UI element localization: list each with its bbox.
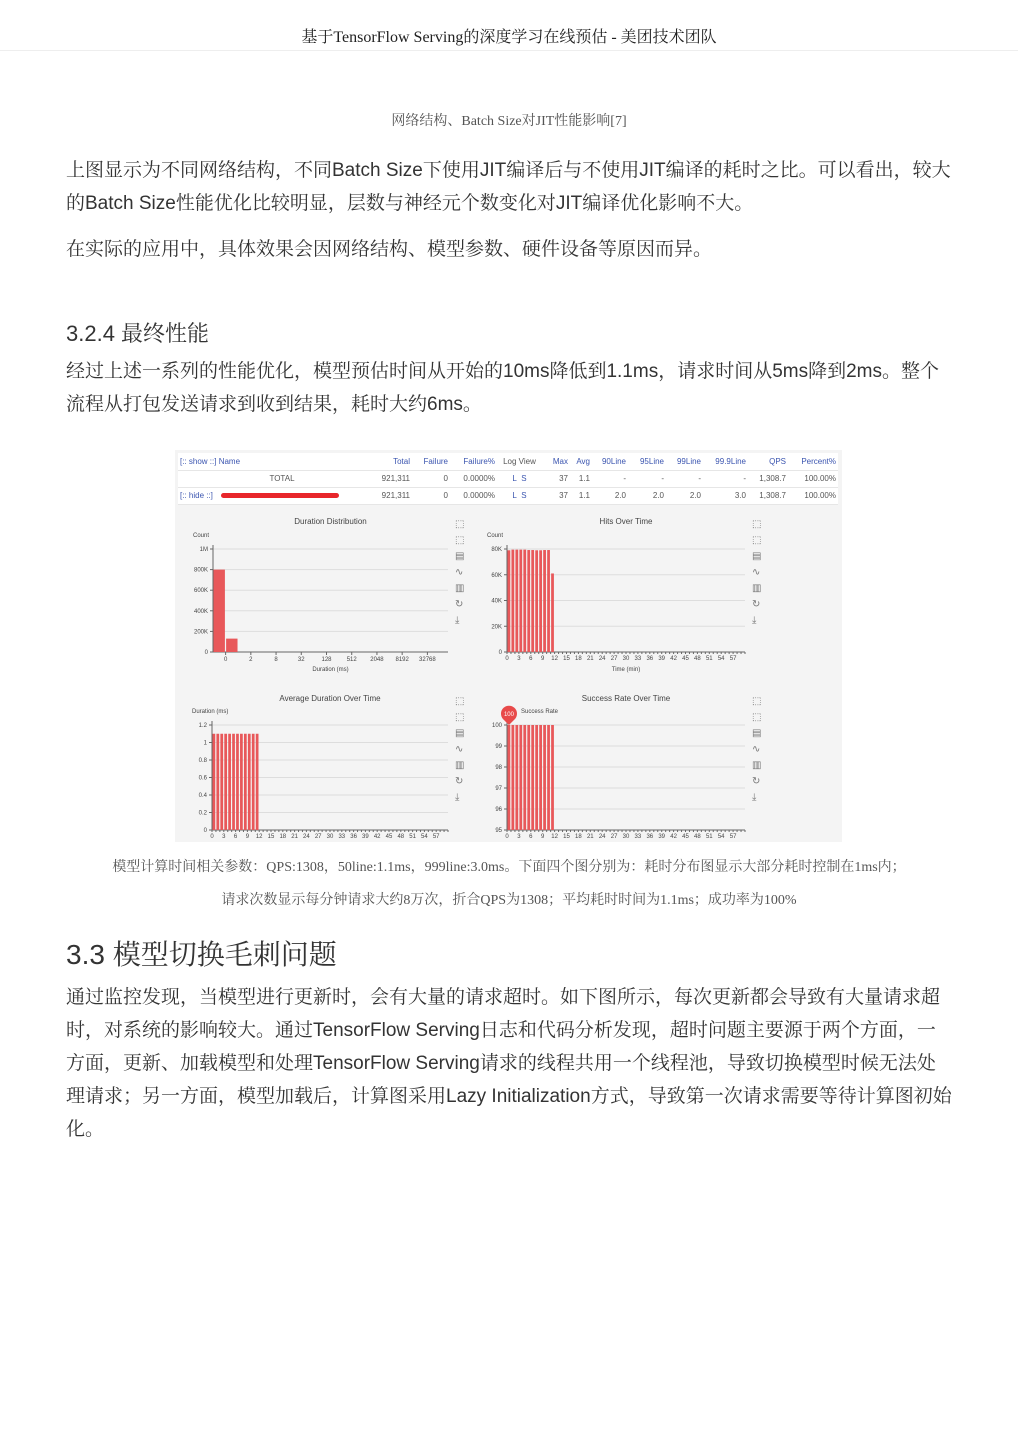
x-tick-label: 21 [291,834,298,840]
bar [515,550,518,652]
chart-success-rate [472,690,767,842]
cell-95line: - [628,470,666,487]
log-link-s[interactable]: S [521,474,527,483]
x-tick-label: 18 [279,834,287,840]
cell-qps: 1,308.7 [748,470,788,487]
chart-toolbox [752,518,761,628]
chart-average-duration [175,690,470,842]
hide-toggle-link[interactable]: [:: hide ::] [180,491,213,500]
col-percent[interactable]: Percent% [788,453,838,470]
x-tick-label: 24 [303,834,310,840]
x-tick-label: 512 [346,657,357,663]
x-tick-label: 36 [350,834,357,840]
paragraph-final-performance: 经过上述一系列的性能优化，模型预估时间从开始的10ms降低到1.1ms，请求时间从5ms降到2ms。整个流程从打包发送请求到收到结果，耗时大约6ms。 [66,361,939,415]
x-tick-label: 21 [586,834,594,840]
y-tick-label: 1.2 [198,723,207,729]
y-tick-label: 97 [495,786,502,792]
zoom-reset-icon[interactable]: ⬚ [752,535,762,546]
header-divider [0,50,1018,51]
x-tick-label: 6 [233,834,238,840]
bar [511,725,514,830]
bar-chart-icon[interactable]: ▥ [752,583,762,594]
zoom-icon[interactable]: ⬚ [752,696,762,707]
y-tick-label: 98 [495,765,502,771]
restore-icon[interactable]: ↻ [455,776,464,787]
chart-toolbox [752,695,761,805]
cell-percent: 100.00% [788,470,838,487]
bar [224,734,227,830]
x-tick-label: 32768 [419,657,436,663]
bar [244,734,247,830]
line-chart-icon[interactable]: ∿ [752,567,761,578]
y-tick-label: 95 [495,828,502,834]
x-tick-label: 9 [245,834,250,840]
col-max[interactable]: Max [542,453,570,470]
y-tick-label: 1M [199,547,208,553]
x-tick-label: 6 [529,656,533,662]
y-axis-label: Success Rate [521,709,559,715]
x-tick-label: 3 [517,834,521,840]
x-tick-label: 36 [646,834,654,840]
log-link-s[interactable]: S [521,491,527,500]
col-99line[interactable]: 99Line [666,453,703,470]
table-row [178,487,838,504]
y-axis-label: Duration (ms) [192,709,229,715]
x-tick-label: 33 [634,834,642,840]
x-tick-label: 0 [505,656,509,662]
x-tick-label: 30 [622,834,630,840]
x-tick-label: 54 [717,656,725,662]
x-tick-label: 45 [682,834,689,840]
zoom-icon[interactable]: ⬚ [752,519,762,530]
x-tick-label: 3 [517,656,521,662]
x-tick-label: 39 [362,834,369,840]
bar [543,725,546,830]
bar [220,734,223,830]
cell-avg: 1.1 [570,470,592,487]
cell-99line: - [666,470,703,487]
x-tick-label: 51 [705,834,713,840]
col-95line[interactable]: 95Line [628,453,666,470]
chart-svg [175,690,470,842]
cell-failure: 0 [412,487,450,504]
x-tick-label: 128 [321,657,332,663]
line-chart-icon[interactable]: ∿ [455,744,464,755]
x-tick-label: 24 [598,834,606,840]
x-tick-label: 24 [598,656,606,662]
data-view-icon[interactable]: ▤ [455,551,465,562]
col-name[interactable]: Name [218,456,241,466]
x-tick-label: 33 [634,656,642,662]
chart-hits-over-time [472,510,767,685]
x-tick-label: 8 [274,657,278,663]
x-tick-label: 51 [705,656,713,662]
x-tick-label: 48 [694,656,701,662]
figure-caption-line-1: 模型计算时间相关参数：QPS:1308，50line:1.1ms，999line:3.0ms。下面四个图分别为：耗时分布图显示大部分耗时控制在1ms内； [112,860,906,875]
cell-name: TOTAL [178,470,368,487]
x-tick-label: 3 [222,834,226,840]
cell-max: 37 [542,487,570,504]
y-tick-label: 0 [498,650,502,656]
restore-icon[interactable]: ↻ [752,599,761,610]
x-tick-label: 30 [326,834,334,840]
bar [519,725,522,830]
download-icon[interactable]: ⤓ [752,615,757,626]
y-tick-label: 40K [491,598,502,605]
y-tick-label: 99 [495,744,502,750]
x-tick-label: 39 [658,656,666,662]
y-axis-label: Count [193,533,210,539]
x-tick-label: 2048 [370,657,384,663]
y-tick-label: 0.4 [198,793,207,799]
cell-99line: 2.0 [666,487,703,504]
page-header-title: 基于TensorFlow Serving的深度学习在线预估 - 美团技术团队 [301,29,717,46]
bar [511,550,514,652]
y-tick-label: 0.2 [198,810,207,817]
x-tick-label: 32 [297,657,305,663]
col-log-view: Log View [497,453,542,470]
cell-failure: 0 [412,470,450,487]
chart-toolbox [455,695,464,805]
bar [523,725,526,830]
data-view-icon[interactable]: ▤ [752,551,762,562]
bar-chart-icon[interactable]: ▥ [752,760,762,771]
x-tick-label: 57 [729,656,737,662]
x-tick-label: 42 [670,656,677,662]
chart-svg [175,510,470,685]
x-tick-label: 51 [409,834,416,840]
bar [531,550,534,652]
x-tick-label: 48 [397,834,405,840]
x-tick-label: 54 [717,834,725,840]
col-avg[interactable]: Avg [570,453,592,470]
x-tick-label: 54 [421,834,428,840]
bar [213,734,216,830]
cell-failure-pct: 0.0000% [450,470,497,487]
bar [523,550,526,652]
cell-percent: 100.00% [788,487,838,504]
x-tick-label: 2 [249,657,253,663]
x-tick-label: 0 [505,834,509,840]
chart-title: Duration Distribution [294,517,367,526]
monitoring-screenshot [175,450,842,842]
y-tick-label: 800K [193,567,208,574]
col-90line[interactable]: 90Line [592,453,628,470]
bar [508,725,511,830]
bar [527,725,530,830]
bar [527,550,530,652]
x-tick-label: 57 [729,834,737,840]
bar [543,550,546,652]
bar-chart-icon[interactable]: ▥ [455,583,465,594]
chart-svg [472,690,767,842]
cell-total: 921,311 [368,487,412,504]
bar [508,550,511,652]
table-row [178,470,838,487]
figure-caption-line-2: 请求次数显示每分钟请求大约8万次，折合QPS为1308；平均耗时时间为1.1ms；成功率为100% [221,893,797,908]
line-chart-icon[interactable]: ∿ [455,567,464,578]
y-tick-label: 400K [193,608,208,615]
y-tick-label: 0.6 [198,775,207,782]
bar [535,550,538,652]
y-tick-label: 0 [203,828,207,834]
x-tick-label: 30 [622,656,630,662]
section-heading-3-3: 3.3 模型切换毛刺问题 [66,939,337,970]
x-tick-label: 45 [385,834,393,840]
x-tick-label: 27 [314,834,322,840]
cell-90line: - [592,470,628,487]
paragraph-jit-result: 上图显示为不同网络结构，不同Batch Size下使用JIT编译后与不使用JIT编译的耗时之比。可以看出，较大的Batch Size性能优化比较明显，层数与神经元个数变化对JIT编译优化影响不大。 [66,160,951,214]
cell-999line: 3.0 [703,487,748,504]
y-tick-label: 0.8 [198,758,207,764]
bar [252,734,255,830]
chart-toolbox [455,518,464,628]
bar [232,734,235,830]
bar [547,725,550,830]
zoom-icon[interactable]: ⬚ [455,696,465,707]
bar [240,734,243,830]
zoom-reset-icon[interactable]: ⬚ [455,712,465,723]
x-tick-label: 12 [551,834,558,840]
x-tick-label: 48 [694,834,701,840]
table-header-row [178,453,838,470]
cell-avg: 1.1 [570,487,592,504]
x-tick-label: 42 [670,834,677,840]
cell-max: 37 [542,470,570,487]
restore-icon[interactable]: ↻ [752,776,761,787]
bar [248,734,251,830]
bar [535,725,538,830]
chart-duration-distribution [175,510,470,685]
metrics-table [178,453,838,505]
max-marker-label: 100 [503,712,514,718]
x-tick-label: 36 [646,656,654,662]
download-icon[interactable]: ⤓ [455,792,460,803]
col-failure[interactable]: Failure [412,453,450,470]
x-tick-label: 12 [255,834,263,840]
x-tick-label: 6 [529,834,533,840]
chart-svg [472,510,767,685]
x-tick-label: 0 [223,657,228,663]
x-tick-label: 18 [575,834,582,840]
bar [226,639,237,652]
data-view-icon[interactable]: ▤ [752,728,762,739]
data-view-icon[interactable]: ▤ [455,728,465,739]
cell-failure-pct: 0.0000% [450,487,497,504]
cell-95line: 2.0 [628,487,666,504]
y-tick-label: 60K [491,572,502,579]
x-tick-label: 9 [541,656,545,662]
bar-chart-icon[interactable]: ▥ [455,760,465,771]
y-tick-label: 600K [193,588,208,595]
chart-title: Hits Over Time [599,517,653,526]
x-tick-label: 15 [563,834,570,840]
log-link-l[interactable]: L [512,474,517,483]
y-tick-label: 20K [491,624,502,631]
y-tick-label: 100 [491,723,502,729]
download-icon[interactable]: ⤓ [752,792,757,803]
cell-total: 921,311 [368,470,412,487]
x-tick-label: 42 [373,834,381,840]
bar [551,573,554,652]
x-tick-label: 39 [658,834,666,840]
bar [228,734,231,830]
zoom-icon[interactable]: ⬚ [455,519,465,530]
y-axis-label: Count [487,533,504,539]
bar [539,550,542,652]
bar [236,734,239,830]
chart-title: Success Rate Over Time [581,694,671,703]
x-tick-label: 45 [682,656,689,662]
paragraph-model-switch: 通过监控发现，当模型进行更新时，会有大量的请求超时。如下图所示，每次更新都会导致有大量请求超时，对系统的影响较大。通过TensorFlow Serving日志和代码分析发现，超时问题主要源于两个方面，一方面，更新、加载模型和处理TensorFlow Serving请求的线程共用一个线程池，导致切换模型时候无法处理请求；另一方面，模型加载后，计算图采用Lazy Initialization方式，导致第一次请求需要等待计算图初始化。 [66,987,952,1140]
figure-caption-top: 网络结构、Batch Size对JIT性能影响[7] [391,114,627,129]
redacted-name [221,493,339,498]
x-axis-label: Time (min) [611,667,641,673]
log-link-l[interactable]: L [512,491,517,500]
show-toggle-link[interactable]: [:: show ::] [180,456,217,466]
zoom-reset-icon[interactable]: ⬚ [455,535,465,546]
bar [256,734,259,830]
bar [214,570,225,652]
y-tick-label: 200K [193,629,208,636]
x-tick-label: 18 [575,656,582,662]
x-tick-label: 12 [551,656,558,662]
x-axis-label: Duration (ms) [312,667,349,673]
bar [531,725,534,830]
y-tick-label: 96 [495,807,502,813]
chart-title: Average Duration Over Time [279,694,381,703]
download-icon[interactable]: ⤓ [455,615,460,626]
x-tick-label: 21 [586,656,594,662]
col-qps[interactable]: QPS [748,453,788,470]
x-tick-label: 8192 [395,657,409,663]
x-tick-label: 33 [338,834,346,840]
line-chart-icon[interactable]: ∿ [752,744,761,755]
x-tick-label: 27 [610,834,618,840]
x-tick-label: 15 [563,656,570,662]
paragraph-actual-application: 在实际的应用中，具体效果会因网络结构、模型参数、硬件设备等原因而异。 [66,239,713,260]
bar [216,734,219,830]
x-tick-label: 27 [610,656,618,662]
bar [519,550,522,652]
x-tick-label: 0 [210,834,214,840]
bar [515,725,518,830]
x-tick-label: 9 [541,834,545,840]
bar [539,725,542,830]
x-tick-label: 57 [432,834,440,840]
col-failure-pct[interactable]: Failure% [450,453,497,470]
cell-90line: 2.0 [592,487,628,504]
bar [547,550,550,652]
cell-qps: 1,308.7 [748,487,788,504]
y-tick-label: 0 [204,650,208,656]
restore-icon[interactable]: ↻ [455,599,464,610]
cell-999line: - [703,470,748,487]
col-total[interactable]: Total [368,453,412,470]
x-tick-label: 15 [267,834,275,840]
section-heading-3-2-4: 3.2.4 最终性能 [66,321,210,346]
y-tick-label: 1 [203,740,207,747]
col-999line[interactable]: 99.9Line [703,453,748,470]
y-tick-label: 80K [491,547,502,553]
zoom-reset-icon[interactable]: ⬚ [752,712,762,723]
bar [551,725,554,830]
